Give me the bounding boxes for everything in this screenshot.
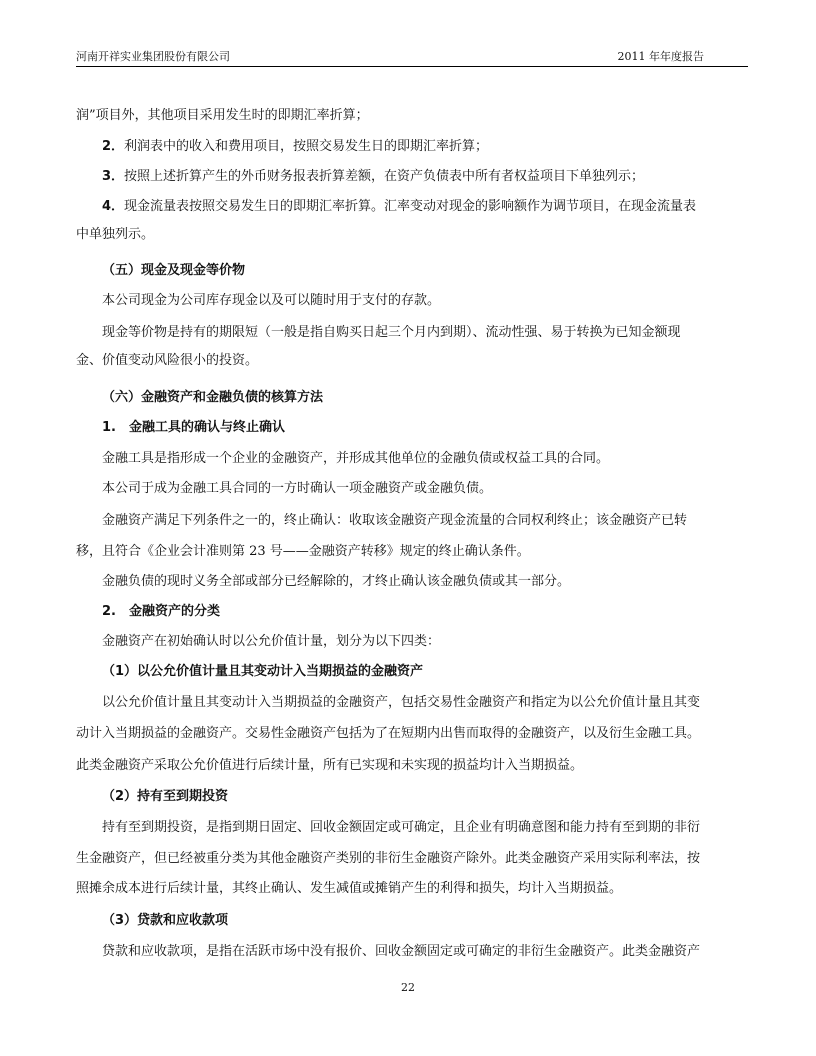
list-item [102, 197, 748, 217]
paragraph-line: 金融负债的现时义务全部或部分已经解除的，才终止确认该金融负债或其一部分。 [102, 574, 571, 589]
section-heading: （五）现金及现金等价物 [102, 263, 246, 278]
subsection-heading: 2. 金融资产的分类 [102, 604, 220, 619]
paragraph-line: 中单独列示。 [76, 227, 155, 242]
paragraph-line: 金融资产满足下列条件之一的，终止确认：收取该金融资产现金流量的合同权利终止；该金融资产已转 [102, 513, 688, 528]
paragraph-line: 以公允价值计量且其变动计入当期损益的金融资产，包括交易性金融资产和指定为以公允价值计量且其变 [102, 695, 701, 710]
subsection-heading: （3）贷款和应收款项 [102, 913, 229, 928]
paragraph-line: 持有至到期投资，是指到期日固定、回收金额固定或可确定，且企业有明确意图和能力持有至到期的非衍 [102, 820, 701, 835]
paragraph-line: 移，且符合《企业会计准则第 23 号——金融资产转移》规定的终止确认条件。 [76, 544, 530, 559]
list-item [102, 137, 748, 157]
paragraph-line: 金、价值变动风险很小的投资。 [76, 353, 259, 368]
report-title: 2011 年年度报告 [617, 50, 704, 63]
list-number: 3． [102, 169, 125, 184]
subsection-heading: （1）以公允价值计量且其变动计入当期损益的金融资产 [102, 664, 424, 679]
paragraph-line: 润”项目外，其他项目采用发生时的即期汇率折算； [76, 108, 369, 123]
list-text: 现金流量表按照交易发生日的即期汇率折算。汇率变动对现金的影响额作为调节项目，在现金流量表 [124, 199, 697, 214]
subsection-heading: （2）持有至到期投资 [102, 789, 229, 804]
paragraph-line: 本公司现金为公司库存现金以及可以随时用于支付的存款。 [102, 293, 441, 308]
paragraph-line: 照摊余成本进行后续计量，其终止确认、发生减值或摊销产生的利得和损失，均计入当期损益。 [76, 881, 623, 896]
subsection-heading: 1. 金融工具的确认与终止确认 [102, 420, 285, 435]
list-number: 2． [102, 139, 125, 154]
paragraph-line: 此类金融资产采取公允价值进行后续计量，所有已实现和未实现的损益均计入当期损益。 [76, 758, 584, 773]
paragraph-line: 动计入当期损益的金融资产。交易性金融资产包括为了在短期内出售而取得的金融资产，以及衍生金融工具。 [76, 726, 701, 741]
paragraph-line: 金融资产在初始确认时以公允价值计量，划分为以下四类： [102, 634, 441, 649]
paragraph-line: 生金融资产，但已经被重分类为其他金融资产类别的非衍生金融资产除外。此类金融资产采用实际利率法，按 [76, 851, 701, 866]
section-heading: （六）金融资产和金融负债的核算方法 [102, 390, 324, 405]
list-text: 利润表中的收入和费用项目，按照交易发生日的即期汇率折算； [124, 139, 489, 154]
paragraph-line: 贷款和应收款项，是指在活跃市场中没有报价、回收金额固定或可确定的非衍生金融资产。此类金融资产 [102, 944, 701, 959]
list-text: 按照上述折算产生的外币财务报表折算差额，在资产负债表中所有者权益项目下单独列示； [124, 169, 645, 184]
paragraph-line: 现金等价物是持有的期限短（一般是指自购买日起三个月内到期）、流动性强、易于转换为已知金额现 [102, 325, 681, 340]
page-number: 22 [401, 981, 415, 994]
page-header [76, 46, 748, 67]
paragraph-line: 金融工具是指形成一个企业的金融资产，并形成其他单位的金融负债或权益工具的合同。 [102, 451, 610, 466]
paragraph-line: 本公司于成为金融工具合同的一方时确认一项金融资产或金融负债。 [102, 481, 493, 496]
list-item [102, 167, 748, 187]
company-name: 河南开祥实业集团股份有限公司 [76, 50, 230, 63]
list-number: 4． [102, 199, 125, 214]
